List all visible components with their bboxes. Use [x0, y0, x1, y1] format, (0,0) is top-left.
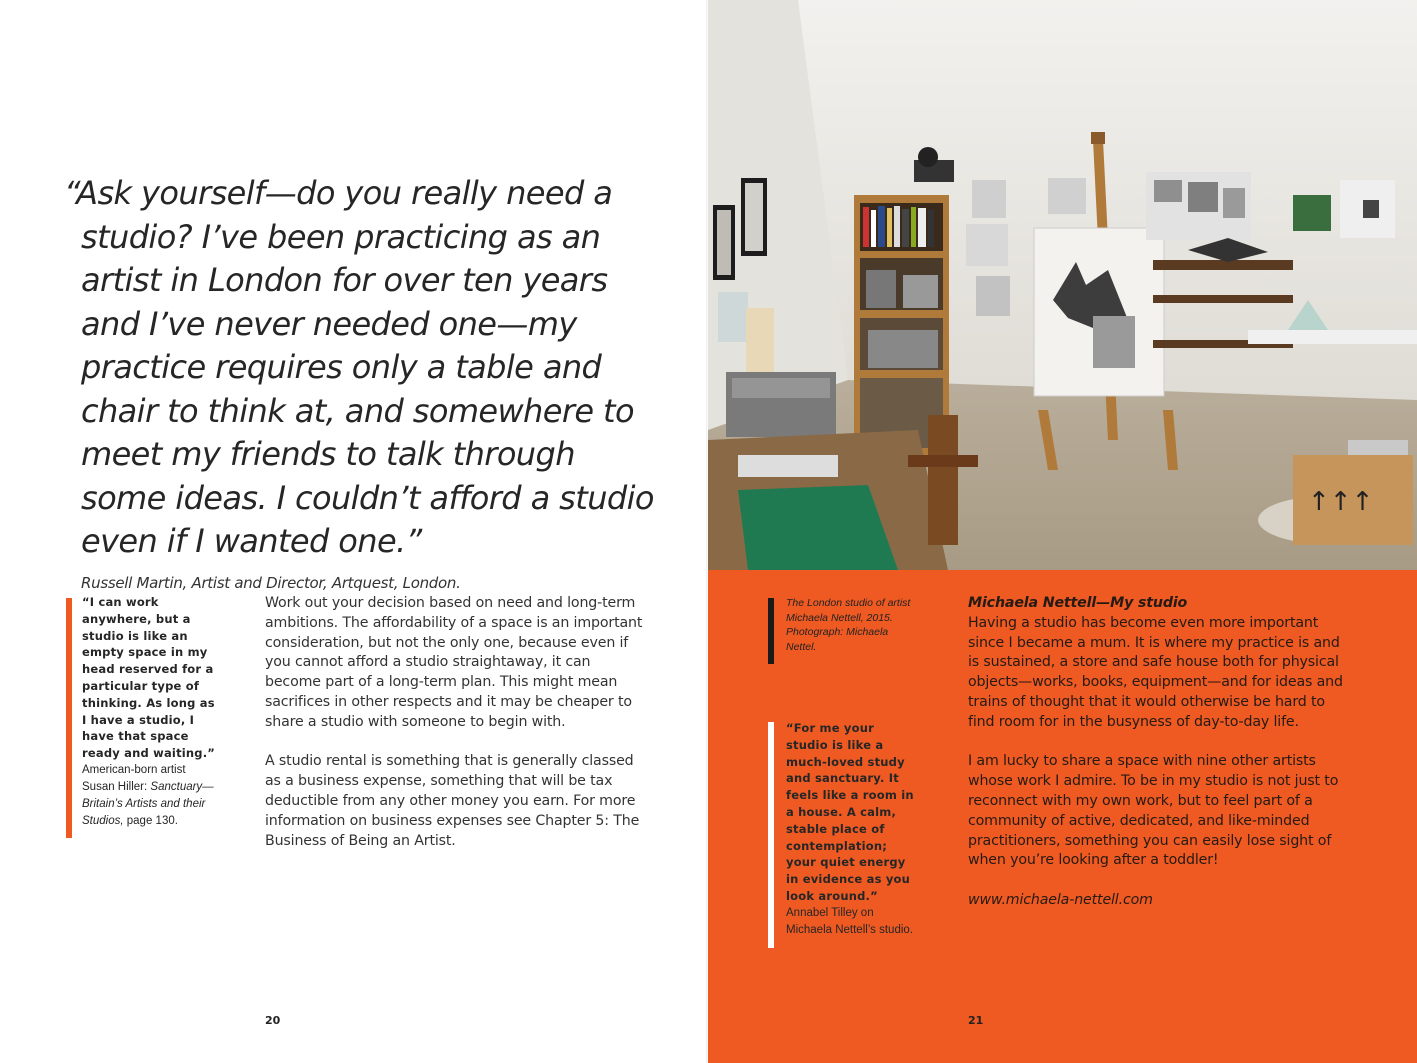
feature-title: Michaela Nettell—My studio: [968, 595, 1188, 611]
caption-bar: [768, 598, 774, 664]
photo-caption: The London studio of artist Michaela Nettell, 2015. Photograph: Michaela Nettel.: [786, 597, 911, 653]
feature-paragraph: Having a studio has become even more important since I became a mum. It is where my practice is and is sustained, a store and safe house both for physical objects—works, books, equipment—and for ideas and trains of thought that it would otherwise be hard to find room for in the busyness of day-to-day life.: [968, 614, 1343, 730]
studio-photo: [708, 0, 1417, 570]
side-quote-credit-page: page 130.: [126, 814, 178, 827]
body-paragraph: Work out your decision based on need and long-term ambitions. The affordability of a space is an important consideration, but not the only one, because even if you cannot afford a studio straightaway, it can become part of a long-term plan. This might mean sacrifices in other respects and it may be cheaper to share a studio with someone to begin with.: [265, 595, 643, 730]
feature-paragraph: I am lucky to share a space with nine other artists whose work I admire. To be in my studio is not just to reconnect with my own work, but to feel part of a community of active, dedicated, and like-minded practitioners, something you can easily lose sight of when you’re looking after a toddler!: [968, 753, 1339, 869]
body-paragraph: A studio rental is something that is generally classed as a business expense, something that will be tax deductible from any other money you earn. For more information on business expenses see Chapter 5: The Business of Being an Artist.: [265, 753, 640, 849]
side-quote-credit-prefix: American-born artist Susan Hiller:: [82, 763, 186, 793]
side-quote-credit-source: Sanctuary—Britain’s Artists and their Studios,: [82, 780, 214, 827]
pull-quote-attribution: Russell Martin, Artist and Director, Artquest, London.: [81, 573, 461, 592]
side-quote-tilley: [786, 720, 916, 939]
side-quote-bar: [66, 598, 72, 838]
pull-quote: [64, 172, 664, 592]
page-number-left: 20: [265, 1014, 281, 1027]
studio-photo-illustration: [708, 0, 1417, 570]
side-quote-credit-right: Annabel Tilley on Michaela Nettell’s studio.: [786, 906, 913, 936]
side-quote-text-right: “For me your studio is like a much-loved study and sanctuary. It feels like a room in a house. A calm, stable place of contemplation; your quiet energy in evidence as you look around.”: [786, 721, 914, 903]
body-text-left: [265, 594, 650, 871]
feature-michaela-nettell: [968, 594, 1348, 931]
feature-url-link[interactable]: www.michaela-nettell.com: [968, 891, 1153, 908]
svg-text:↑↑↑: ↑↑↑: [1308, 487, 1374, 517]
side-quote-text: “I can work anywhere, but a studio is like an empty space in my head reserved for a particular type of thinking. As long as I have a studio, I have that space ready and waiting.”: [82, 595, 216, 761]
side-quote-credit: [82, 762, 217, 830]
pull-quote-text: “Ask yourself—do you really need a studio? I’ve been practicing as an artist in London for over ten years and I’ve never needed one—my practice requires only a table and chair to think at, and somewhere to meet my friends to talk through some ideas. I couldn’t afford a studio even if I wanted one.”: [64, 174, 654, 560]
side-quote-hiller: [82, 594, 217, 830]
side-quote-bar-right: [768, 722, 774, 948]
page-number-right: 21: [968, 1014, 984, 1027]
